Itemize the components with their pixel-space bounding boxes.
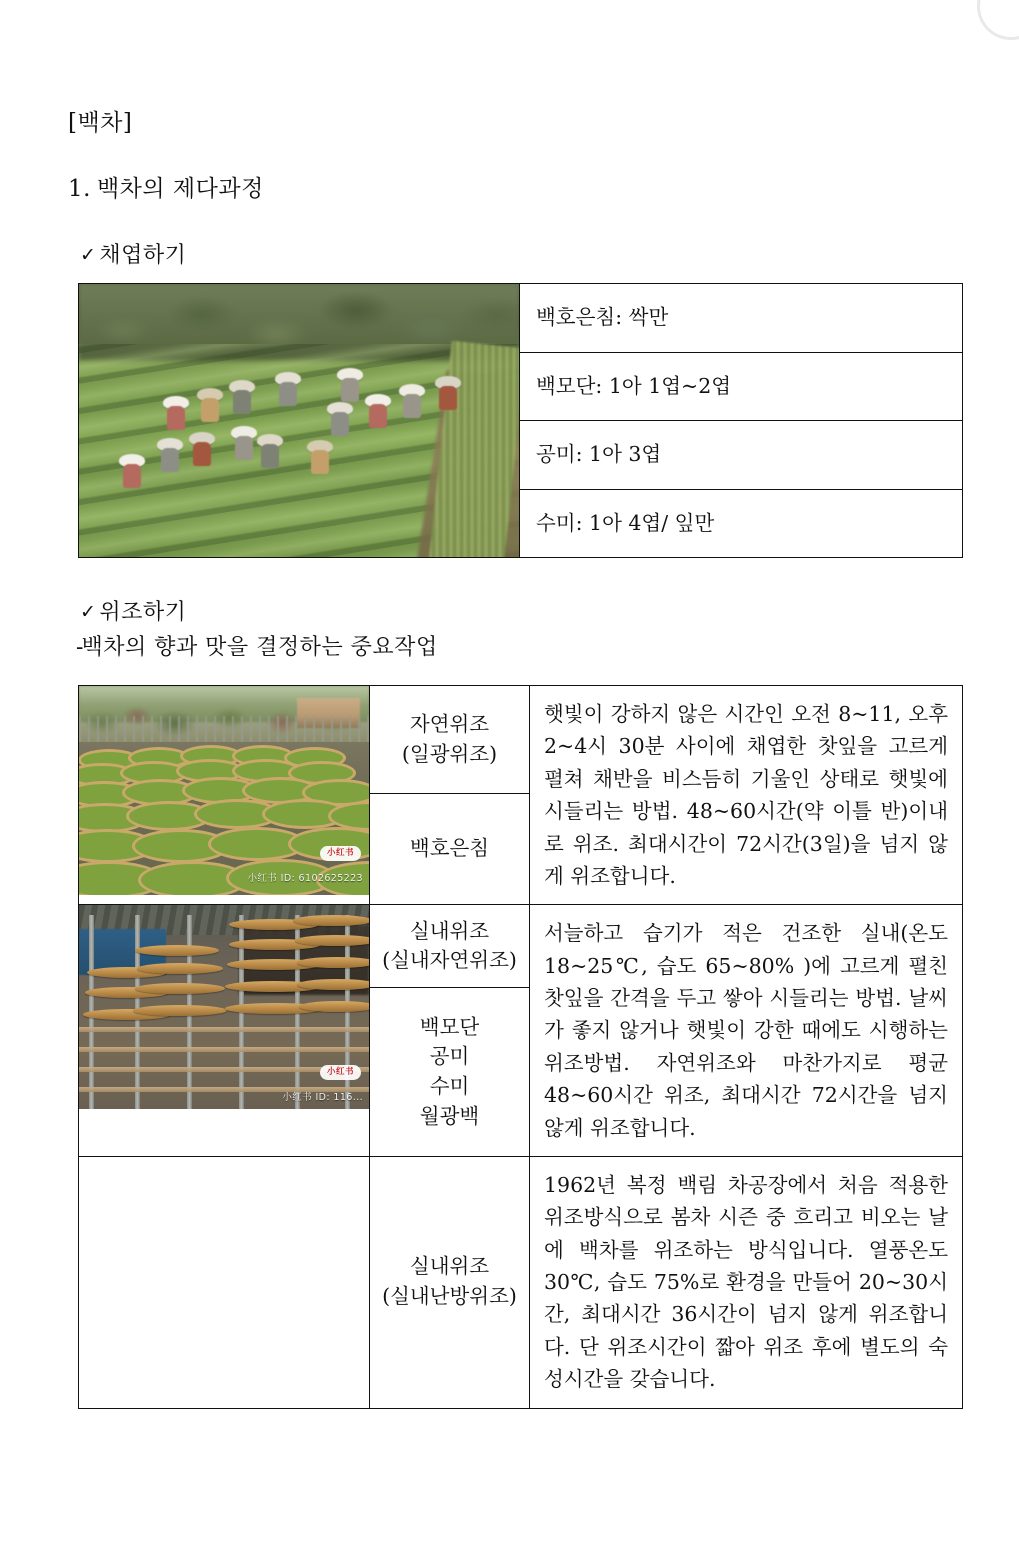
tea-picker xyxy=(337,368,363,402)
grade-cell: 백호은침: 싹만 xyxy=(520,284,963,353)
section-number: 1. xyxy=(68,176,91,202)
bullet-heading-harvesting xyxy=(80,238,186,269)
tea-picker xyxy=(307,440,333,474)
type-line-2: (일광위조) xyxy=(401,741,498,766)
page-title: [백차] xyxy=(68,110,133,136)
withering-grade-secondary: 백호은침 xyxy=(370,794,530,905)
indoor-withering-photo-cell xyxy=(79,905,370,1157)
table-row xyxy=(79,1156,963,1408)
type-line-1: 실내위조 xyxy=(409,918,490,943)
tea-picker xyxy=(275,372,301,406)
plantation-photo-cell xyxy=(79,284,520,558)
withering-description xyxy=(530,1156,963,1408)
watermark-text: 小红书 ID: 116... xyxy=(282,1092,363,1104)
bullet-label-withering: 위조하기 xyxy=(99,600,187,625)
section-heading xyxy=(68,170,264,203)
watermark-badge: 小红书 xyxy=(320,846,361,861)
grade-cell: 백모단: 1아 1엽~2엽 xyxy=(520,352,963,421)
outdoor-withering-photo-cell xyxy=(79,686,370,905)
tea-picker xyxy=(399,384,425,418)
type-line-2: (실내난방위조) xyxy=(382,1284,517,1309)
grade-item: 백모단 xyxy=(419,1014,480,1039)
bamboo-tray xyxy=(211,830,303,858)
check-mark-icon: ✓ xyxy=(80,244,97,266)
withering-table xyxy=(78,685,963,1409)
bullet-label-harvesting: 채엽하기 xyxy=(99,243,187,268)
tea-picker xyxy=(157,438,183,472)
table-row xyxy=(79,284,963,353)
tea-plantation-photo xyxy=(79,284,519,557)
withering-note xyxy=(76,630,438,661)
type-line-2: (실내자연위조) xyxy=(382,948,517,973)
bamboo-tray xyxy=(123,764,185,782)
bamboo-tray xyxy=(125,782,195,803)
tea-picker xyxy=(197,388,223,422)
tea-picker xyxy=(365,394,391,428)
rack-shelf xyxy=(79,1047,369,1052)
watermark-badge: 小红书 xyxy=(320,1065,361,1080)
grade-item: 월광백 xyxy=(419,1103,480,1128)
bamboo-tray xyxy=(235,762,297,780)
empty-photo-cell xyxy=(79,1156,370,1408)
note-text: 백차의 향과 맛을 결정하는 중요작업 xyxy=(81,635,438,660)
outdoor-withering-photo xyxy=(79,686,369,895)
tea-picker xyxy=(229,380,255,414)
tea-picker xyxy=(119,454,145,488)
withering-description xyxy=(530,905,963,1157)
tea-picker xyxy=(435,376,461,410)
withering-type-primary xyxy=(370,905,530,988)
bamboo-tray xyxy=(179,762,241,780)
note-dash: - xyxy=(76,635,82,660)
corner-arc-decoration xyxy=(977,0,1019,40)
bamboo-tray xyxy=(291,764,353,782)
withering-grade-secondary-list xyxy=(370,988,530,1157)
grade-cell: 공미: 1아 3엽 xyxy=(520,421,963,490)
check-mark-icon: ✓ xyxy=(80,601,97,623)
rack-shelf xyxy=(79,1027,369,1032)
description-text: 햇빛이 강하지 않은 시간인 오전 8~11, 오후 2~4시 30분 사이에 채엽한 찻잎을 고르게 펼쳐 채반을 비스듬히 기울인 상태로 햇빛에 시들리는 방법. 48~60시간(약 이틀 반)이내로 위조. 최대시간이 72시간(3일)을 넘지 않게 위조합니다. xyxy=(544,702,948,888)
table-row xyxy=(79,905,963,988)
withering-type-primary xyxy=(370,686,530,794)
tea-picker xyxy=(327,402,353,436)
tea-picker xyxy=(257,434,283,468)
watermark-text: 小红书 ID: 6102625223 xyxy=(247,873,363,884)
description-text: 서늘하고 습기가 적은 건조한 실내(온도 18~25℃, 습도 65~80% )에 고르게 펼친 찻잎을 간격을 두고 쌓아 시들리는 방법. 날씨가 좋지 않거나 햇빛이 강한 때에도 시행하는 위조방법. 자연위조와 마찬가지로 평균 48~60시간 위조, 최대시간 72시간을 넘지 않게 위조합니다. xyxy=(544,921,948,1140)
bamboo-tray xyxy=(305,782,369,803)
type-line-1: 실내위조 xyxy=(409,1254,490,1279)
bullet-heading-withering xyxy=(80,595,186,626)
grade-item: 공미 xyxy=(429,1044,470,1069)
indoor-withering-photo xyxy=(79,905,369,1109)
harvesting-table xyxy=(78,283,963,558)
grade-item: 수미 xyxy=(429,1074,470,1099)
grade-cell: 수미: 1아 4엽/ 잎만 xyxy=(520,489,963,558)
withering-description xyxy=(530,686,963,905)
type-line-1: 자연위조 xyxy=(409,711,490,736)
tea-picker xyxy=(189,432,215,466)
description-text: 1962년 복정 백림 차공장에서 처음 적용한 위조방식으로 봄차 시즌 중 흐리고 비오는 날에 백차를 위조하는 방식입니다. 열풍온도 30℃, 습도 75%로 환경을 만들어 20~30시간, 최대시간 36시간이 넘지 않게 위조합니다. 단 위조시간이 짧아 위조 후에 별도의 숙성시간을 갖습니다. xyxy=(544,1172,948,1392)
section-title: 백차의 제다과정 xyxy=(96,176,264,202)
tea-picker xyxy=(231,426,257,460)
withering-type-primary xyxy=(370,1156,530,1408)
table-row xyxy=(79,686,963,794)
tea-picker xyxy=(163,396,189,430)
